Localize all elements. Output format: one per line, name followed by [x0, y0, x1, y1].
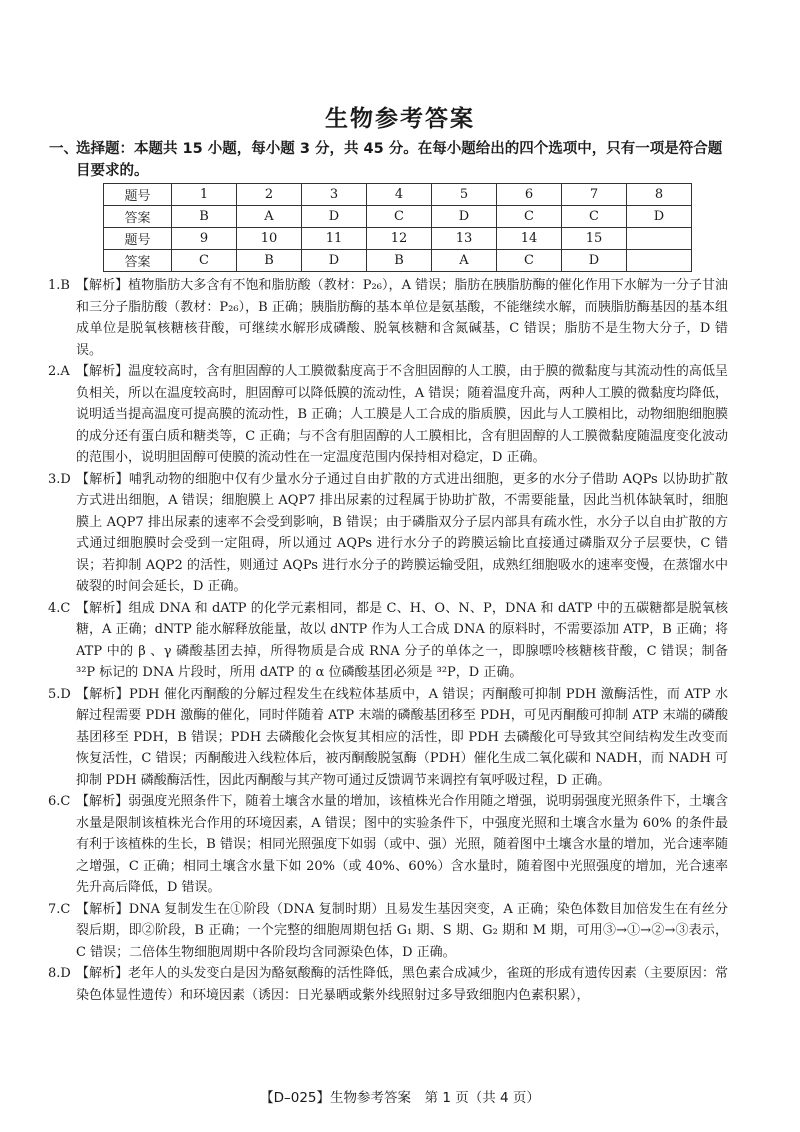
answer-table-cell: D [562, 250, 627, 272]
answer-table-cell: 1 [172, 184, 237, 206]
answer-table-cell: 11 [302, 228, 367, 250]
answer-table-cell: B [172, 206, 237, 228]
answer-table-cell: D [302, 250, 367, 272]
answer-table-row [104, 184, 692, 206]
answer-table-cell: 10 [237, 228, 302, 250]
question-answer-label: 8.D [48, 966, 71, 981]
analysis-tag: 【解析】 [76, 794, 129, 809]
explanation-item [48, 684, 728, 792]
analysis-tag: 【解析】 [76, 278, 129, 293]
answer-table-row [104, 250, 692, 272]
explanation-item [48, 275, 728, 361]
answer-table-cell: C [172, 250, 237, 272]
answer-table-cell: 7 [562, 184, 627, 206]
page-footer: 【D–025】生物参考答案 第 1 页（共 4 页） [260, 1090, 540, 1106]
explanation-text: 老年人的头发变白是因为酪氨酸酶的活性降低，黑色素合成减少，雀斑的形成有遗传因素（主要原因：常染色体显性遗传）和环境因素（诱因：日光暴晒或紫外线照射过多导致细胞内色素积累）， [76, 966, 728, 1003]
explanation-item [48, 361, 728, 469]
explanation-text: PDH 催化丙酮酸的分解过程发生在线粒体基质中，A 错误；丙酮酸可抑制 PDH 激酶活性，而 ATP 水解过程需要 PDH 激酶的催化，同时伴随着 ATP 末端的磷酸基团移至 PDH，可见丙酮酸可抑制 ATP 末端的磷酸基团移至 PDH，B 错误；PDH 去磷酸化会恢复其相应的活性，即 PDH 去磷酸化可导致其空间结构发生改变而恢复活性，C 错误；丙酮酸进入线粒体后，被丙酮酸脱氢酶（PDH）催化生成二氧化碳和 NADH，而 NADH 可抑制 PDH 磷酸酶活性，因此丙酮酸与其产物可通过反馈调节来调控有氧呼吸过程，D 正确。 [76, 686, 728, 788]
answer-table-cell: B [237, 250, 302, 272]
answer-table [103, 183, 692, 272]
answer-table-cell: C [562, 206, 627, 228]
explanation-text: 植物脂肪大多含有不饱和脂肪酸（教材：P₂₆），A 错误；脂肪在胰脂肪酶的催化作用下水解为一分子甘油和三分子脂肪酸（教材：P₂₆），B 正确；胰脂肪酶的基本单位是氨基酸，不能继续水解，而胰脂肪酶基因的基本组成单位是脱氧核糖核苷酸，可继续水解形成磷酸、脱氧核糖和含氮碱基，C 错误；脂肪不是生物大分子，D 错误。 [76, 278, 728, 358]
question-answer-label: 6.C [48, 794, 71, 809]
explanation-list [48, 275, 728, 1006]
explanation-item [48, 598, 728, 684]
answer-table-cell: D [302, 206, 367, 228]
answer-table-row [104, 228, 692, 250]
answer-table-cell: 15 [562, 228, 627, 250]
answer-table-cell: 5 [432, 184, 497, 206]
answer-table-header-cell: 题号 [104, 228, 172, 250]
answer-table-cell: C [497, 250, 562, 272]
explanation-item [48, 469, 728, 598]
answer-table-cell: 6 [497, 184, 562, 206]
answer-table-header-cell: 答案 [104, 250, 172, 272]
explanation-item [48, 791, 728, 899]
question-answer-label: 3.D [48, 471, 71, 487]
analysis-tag: 【解析】 [76, 686, 129, 702]
explanation-item [48, 899, 728, 964]
explanation-text: 弱强度光照条件下，随着土壤含水量的增加，该植株光合作用随之增强，说明弱强度光照条件下，土壤含水量是限制该植株光合作用的环境因素，A 错误；图中的实验条件下，中强度光照和土壤含水量为 60% 的条件最有利于该植株的生长，B 错误；相同光照强度下如弱（或中、强）光照，随着图中土壤含水量的增加，光合速率随之增强，C 正确；相同土壤含水量下如 20%（或 40%、60%）含水量时，随着图中光照强度的增加，光合速率先升高后降低，D 错误。 [76, 794, 728, 895]
analysis-tag: 【解析】 [76, 901, 129, 917]
answer-table-row [104, 206, 692, 228]
answer-table-cell: 14 [497, 228, 562, 250]
answer-table-cell: 8 [627, 184, 692, 206]
question-answer-label: 7.C [48, 901, 71, 917]
section-text: 选择题：本题共 15 小题，每小题 3 分，共 45 分。在每小题给出的四个选项中，只有一项是符合题目要求的。 [76, 141, 723, 179]
answer-table-cell: 2 [237, 184, 302, 206]
answer-table-cell: B [367, 250, 432, 272]
answer-table-cell: 13 [432, 228, 497, 250]
answer-table-cell: 3 [302, 184, 367, 206]
question-answer-label: 2.A [48, 364, 70, 379]
explanation-text: DNA 复制发生在①阶段（DNA 复制时期）且易发生基因突变，A 正确；染色体数目加倍发生在有丝分裂后期，即②阶段，B 正确；一个完整的细胞周期包括 G₁ 期、S 期、G₂ 期和 M 期，可用③→①→②→③表示，C 错误；二倍体生物细胞周期中各阶段均含同源染色体，D 正确。 [76, 901, 728, 960]
answer-table-cell: A [432, 250, 497, 272]
answer-table-cell: D [432, 206, 497, 228]
question-answer-label: 5.D [48, 686, 71, 702]
answer-table-cell: D [627, 206, 692, 228]
explanation-text: 组成 DNA 和 dATP 的化学元素相同，都是 C、H、O、N、P，DNA 和 dATP 中的五碳糖都是脱氧核糖，A 正确；dNTP 能水解释放能量，故以 dNTP 作为人工合成 DNA 的原料时，不需要添加 ATP，B 正确；将 ATP 中的 β 、γ 磷酸基团去掉，所得物质是合成 RNA 分子的单体之一，即腺嘌呤核糖核苷酸，C 错误；制备 ³²P 标记的 DNA 片段时，所用 dATP 的 α 位磷酸基团必须是 ³²P，D 正确。 [76, 600, 728, 680]
answer-table-header-cell: 答案 [104, 206, 172, 228]
answer-table-cell: A [237, 206, 302, 228]
analysis-tag: 【解析】 [76, 966, 129, 981]
question-answer-label: 1.B [48, 278, 70, 293]
analysis-tag: 【解析】 [76, 471, 129, 487]
answer-table-cell [627, 228, 692, 250]
section-number: 一、 [49, 141, 78, 157]
answer-table-cell: 12 [367, 228, 432, 250]
question-answer-label: 4.C [48, 600, 71, 616]
page-title: 生物参考答案 [325, 106, 475, 132]
explanation-text: 哺乳动物的细胞中仅有少量水分子通过自由扩散的方式进出细胞，更多的水分子借助 AQPs 以协助扩散方式进出细胞，A 错误；细胞膜上 AQP7 排出尿素的过程属于协助扩散，不需要能量，因此当机体缺氧时，细胞膜上 AQP7 排出尿素的速率不会受到影响，B 错误；由于磷脂双分子层内部具有疏水性，水分子以自由扩散的方式通过细胞膜时会受到一定阻碍，所以通过 AQPs 进行水分子的跨膜运输比直接通过磷脂双分子层要快，C 错误；若抑制 AQP2 的活性，则通过 AQPs 进行水分子的跨膜运输受阻，成熟红细胞吸水的速率变慢，在蒸馏水中破裂的时间会延长，D 正确。 [76, 471, 728, 594]
answer-table-cell: 4 [367, 184, 432, 206]
answer-table-cell: C [367, 206, 432, 228]
analysis-tag: 【解析】 [76, 364, 129, 379]
answer-table-cell [627, 250, 692, 272]
explanation-text: 温度较高时，含有胆固醇的人工膜微黏度高于不含胆固醇的人工膜，由于膜的微黏度与其流动性的高低呈负相关，所以在温度较高时，胆固醇可以降低膜的流动性，A 错误；随着温度升高，两种人工膜的微黏度均降低，说明适当提高温度可提高膜的流动性，B 正确；人工膜是人工合成的脂质膜，因此与人工膜相比，动物细胞细胞膜的成分还有蛋白质和糖类等，C 正确；与不含有胆固醇的人工膜相比，含有胆固醇的人工膜微黏度随温度变化波动的范围小，说明胆固醇可使膜的流动性在一定温度范围内保持相对稳定，D 正确。 [76, 364, 728, 465]
section-heading [49, 138, 726, 182]
answer-table-header-cell: 题号 [104, 184, 172, 206]
answer-table-cell: C [497, 206, 562, 228]
analysis-tag: 【解析】 [76, 600, 129, 616]
explanation-item [48, 963, 728, 1006]
answer-table-cell: 9 [172, 228, 237, 250]
